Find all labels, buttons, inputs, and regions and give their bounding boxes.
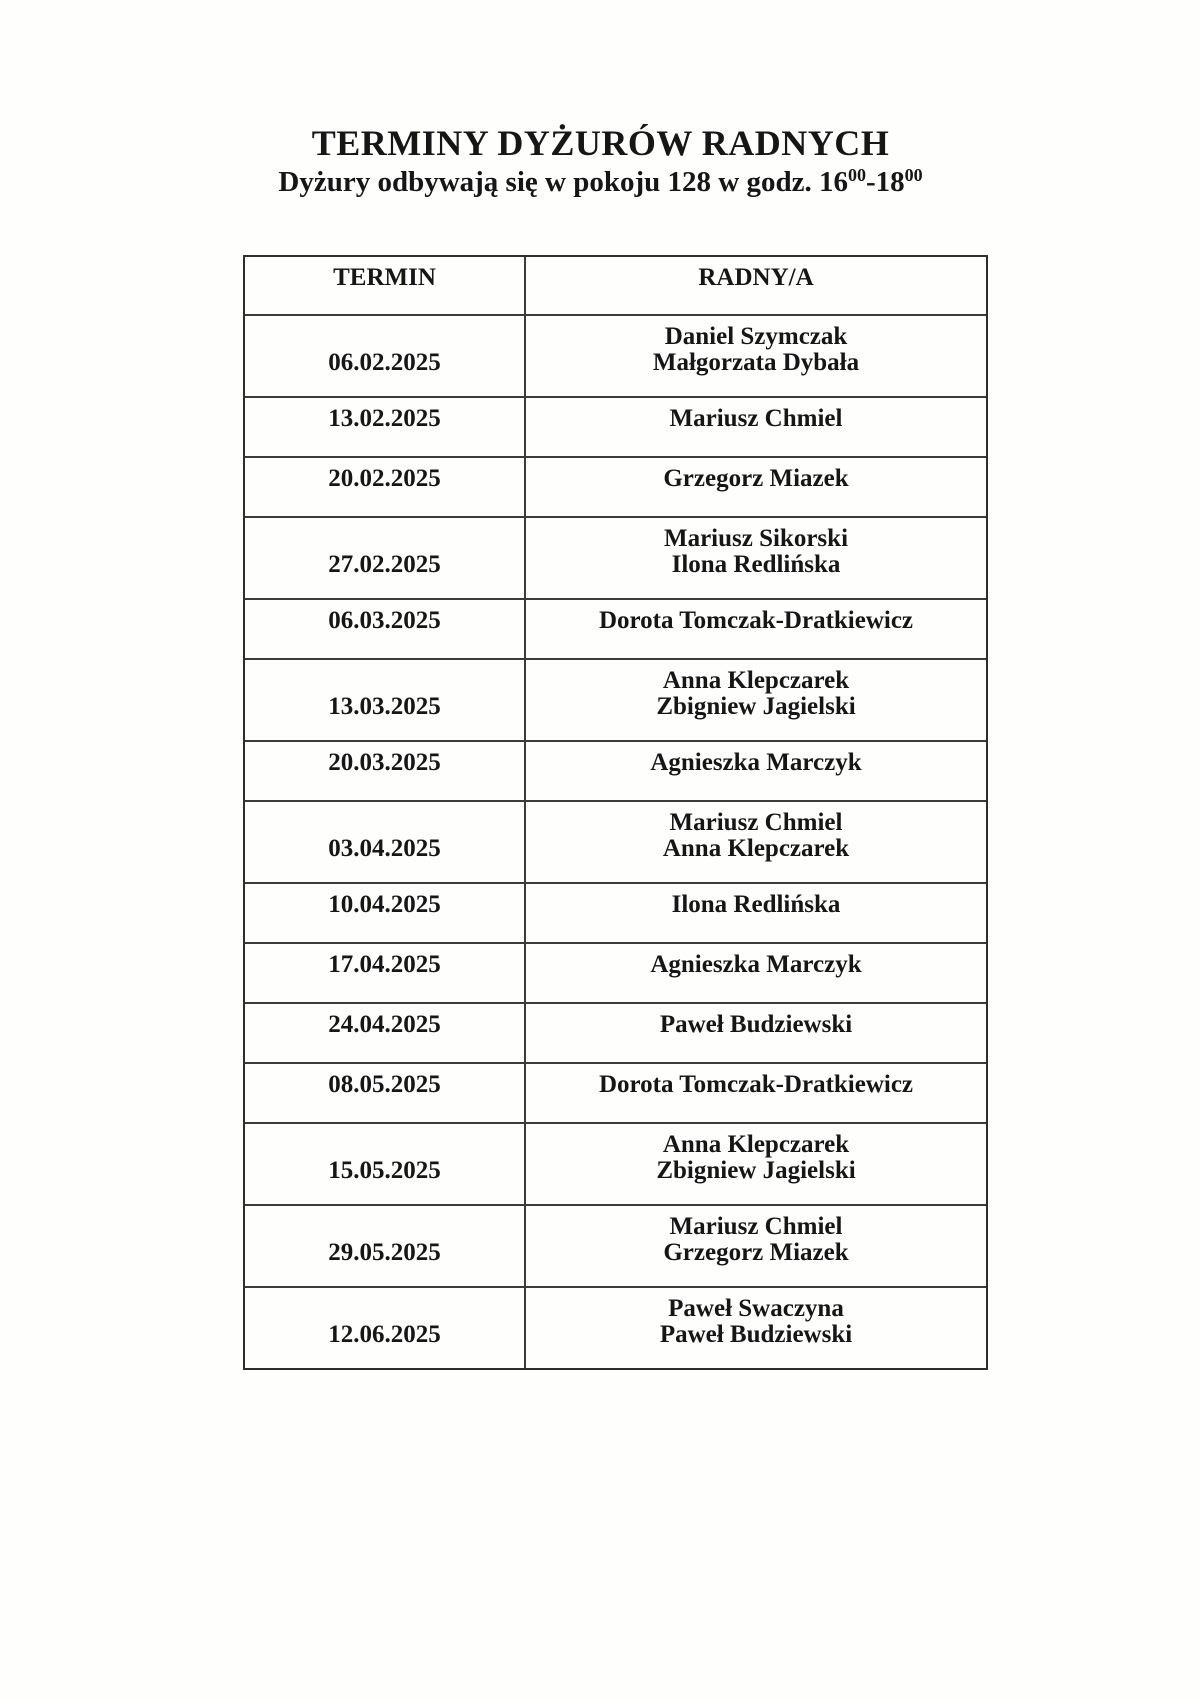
radny-cell — [526, 660, 986, 740]
table-row — [245, 658, 986, 740]
termin-date: 15.05.2025 — [328, 1157, 441, 1184]
radny-name: Mariusz Chmiel — [669, 809, 843, 836]
termin-cell — [245, 802, 526, 882]
radny-cell — [526, 1206, 986, 1286]
radny-cell — [526, 600, 986, 658]
radny-name: Ilona Redlińska — [671, 891, 841, 918]
termin-cell — [245, 398, 526, 456]
subtitle-text-2: -18 — [865, 166, 905, 198]
radny-name: Mariusz Chmiel — [669, 405, 843, 432]
subtitle-superscript-1: 00 — [847, 165, 866, 185]
table-row — [245, 598, 986, 658]
radny-cell — [526, 398, 986, 456]
table-row — [245, 740, 986, 800]
termin-cell — [245, 1206, 526, 1286]
termin-cell — [245, 944, 526, 1002]
termin-cell — [245, 316, 526, 396]
radny-cell — [526, 1064, 986, 1122]
radny-name: Agnieszka Marczyk — [650, 749, 862, 776]
termin-date: 08.05.2025 — [328, 1071, 441, 1098]
termin-cell — [245, 458, 526, 516]
radny-name: Grzegorz Miazek — [663, 465, 849, 492]
radny-name: Dorota Tomczak-Dratkiewicz — [598, 607, 914, 634]
table-body — [245, 314, 986, 1368]
radny-cell — [526, 1004, 986, 1062]
radny-cell — [526, 316, 986, 396]
table-row — [245, 882, 986, 942]
radny-name: Mariusz Sikorski — [663, 525, 849, 552]
termin-cell — [245, 884, 526, 942]
termin-date: 27.02.2025 — [328, 551, 441, 578]
table-row — [245, 800, 986, 882]
document-title: TERMINY DYŻURÓW RADNYCH — [311, 123, 890, 163]
radny-name: Mariusz Chmiel — [669, 1213, 843, 1240]
radny-name: Daniel Szymczak — [664, 323, 848, 350]
termin-date: 13.03.2025 — [328, 693, 441, 720]
table-row — [245, 942, 986, 1002]
radny-name: Zbigniew Jagielski — [656, 1157, 856, 1184]
termin-cell — [245, 1124, 526, 1204]
termin-date: 10.04.2025 — [328, 891, 441, 918]
table-row — [245, 1062, 986, 1122]
table-row — [245, 396, 986, 456]
termin-date: 20.02.2025 — [328, 465, 441, 492]
termin-date: 20.03.2025 — [328, 749, 441, 776]
termin-cell — [245, 518, 526, 598]
termin-cell — [245, 660, 526, 740]
radny-name: Anna Klepczarek — [662, 667, 850, 694]
radny-cell — [526, 518, 986, 598]
radny-cell — [526, 944, 986, 1002]
document-subtitle — [0, 164, 1201, 200]
termin-date: 03.04.2025 — [328, 835, 441, 862]
radny-name: Grzegorz Miazek — [663, 1239, 849, 1266]
termin-date: 06.03.2025 — [328, 607, 441, 634]
radny-name: Zbigniew Jagielski — [656, 693, 856, 720]
radny-name: Małgorzata Dybała — [652, 349, 860, 376]
document-header — [0, 122, 1201, 200]
radny-name: Agnieszka Marczyk — [650, 951, 862, 978]
radny-name: Dorota Tomczak-Dratkiewicz — [598, 1071, 914, 1098]
termin-date: 12.06.2025 — [328, 1321, 441, 1348]
table-row — [245, 1286, 986, 1368]
radny-cell — [526, 458, 986, 516]
table-row — [245, 1204, 986, 1286]
radny-name: Paweł Budziewski — [659, 1011, 853, 1038]
radny-name: Ilona Redlińska — [671, 551, 841, 578]
radny-name: Anna Klepczarek — [662, 835, 850, 862]
table-row — [245, 1122, 986, 1204]
radny-header-cell: RADNY/A — [698, 264, 814, 291]
termin-date: 13.02.2025 — [328, 405, 441, 432]
table-header-row — [245, 257, 986, 314]
termin-date: 06.02.2025 — [328, 349, 441, 376]
table-row — [245, 1002, 986, 1062]
schedule-table — [243, 255, 988, 1370]
radny-name: Paweł Budziewski — [659, 1321, 853, 1348]
termin-header-cell: TERMIN — [245, 257, 526, 314]
termin-cell — [245, 600, 526, 658]
termin-date: 29.05.2025 — [328, 1239, 441, 1266]
termin-cell — [245, 1288, 526, 1368]
table-row — [245, 516, 986, 598]
subtitle-superscript-2: 00 — [904, 165, 923, 185]
radny-cell — [526, 1288, 986, 1368]
radny-cell — [526, 742, 986, 800]
termin-date: 17.04.2025 — [328, 951, 441, 978]
table-row — [245, 456, 986, 516]
radny-name: Paweł Swaczyna — [668, 1295, 844, 1322]
termin-cell — [245, 742, 526, 800]
termin-cell — [245, 1064, 526, 1122]
radny-name: Anna Klepczarek — [662, 1131, 850, 1158]
radny-cell — [526, 802, 986, 882]
termin-cell — [245, 1004, 526, 1062]
termin-date: 24.04.2025 — [328, 1011, 441, 1038]
subtitle-text: Dyżury odbywają się w pokoju 128 w godz. 16 — [278, 166, 848, 198]
table-row — [245, 314, 986, 396]
radny-cell — [526, 884, 986, 942]
radny-cell — [526, 1124, 986, 1204]
